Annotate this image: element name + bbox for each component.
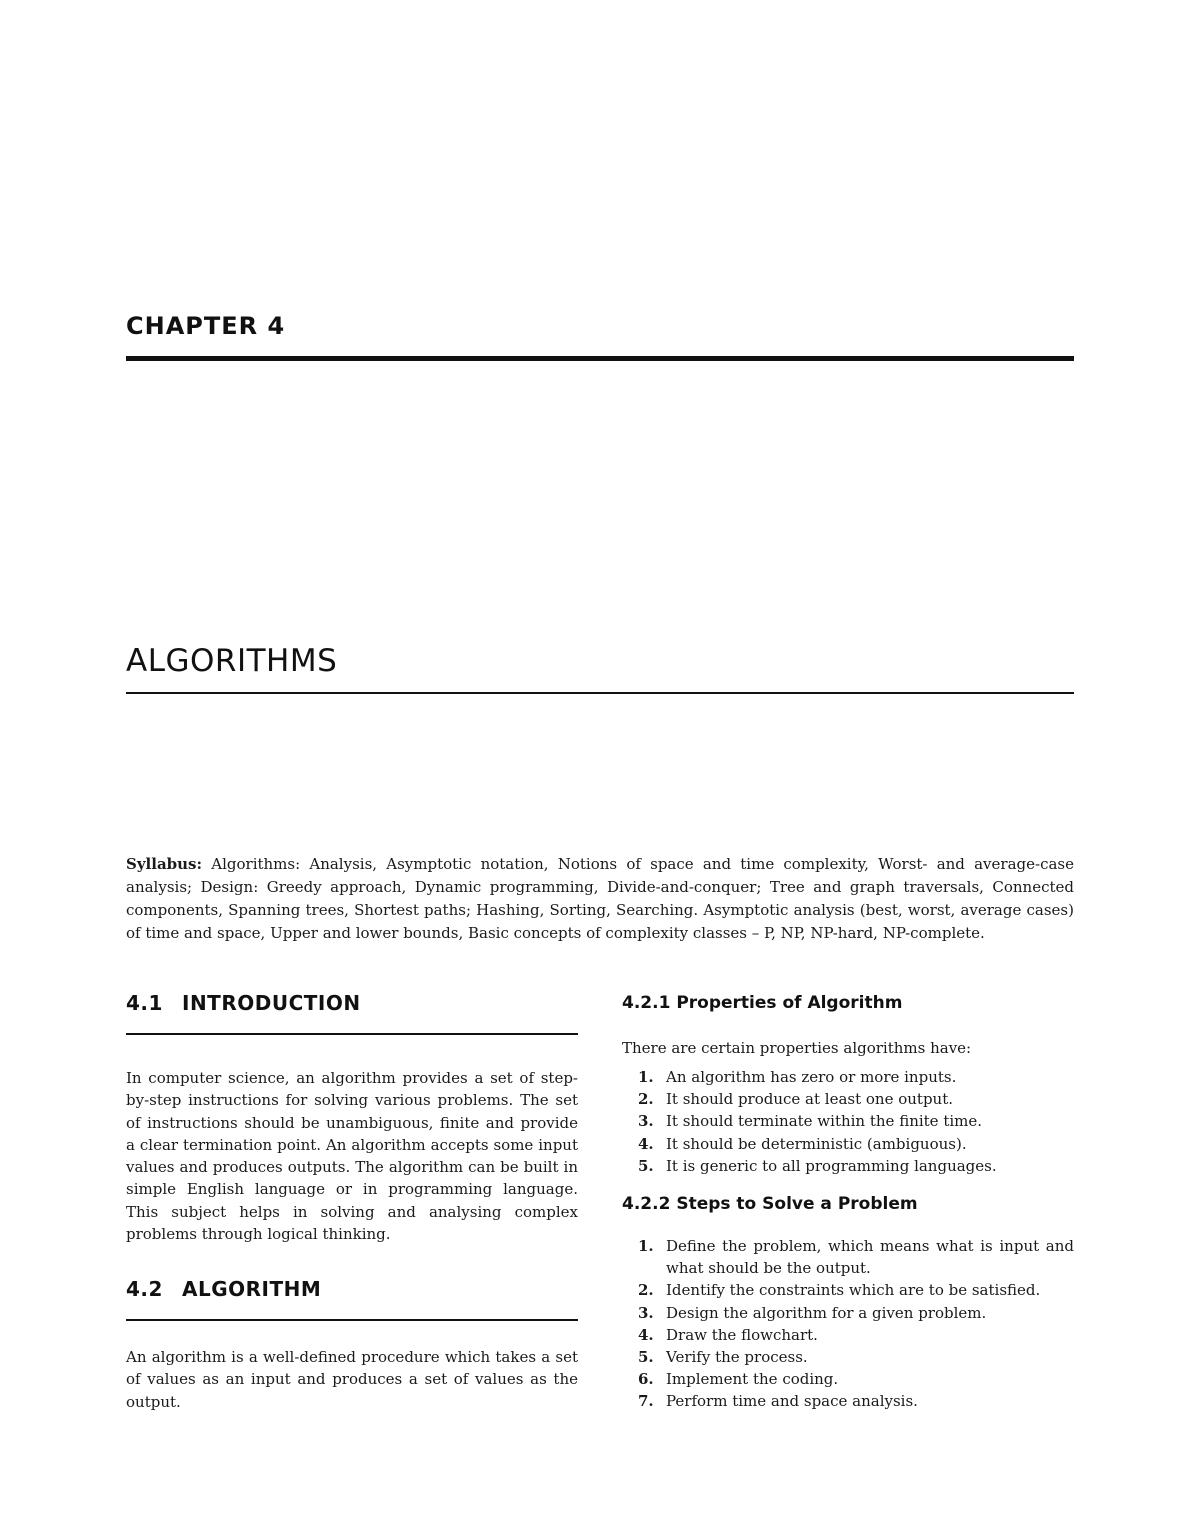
list-item: 7. Perform time and space analysis. [638,1392,918,1411]
section-rule [126,1319,578,1321]
list-item: 5. It is generic to all programming languages. [638,1156,997,1175]
section-heading-introduction [126,991,578,1015]
properties-list [622,1066,1074,1177]
steps-list [622,1235,1074,1413]
chapter-title: ALGORITHMS [126,643,338,679]
subsection-heading-steps: 4.2.2 Steps to Solve a Problem [622,1194,918,1214]
list-item: 3. Design the algorithm for a given problem. [638,1303,987,1322]
section-heading-algorithm [126,1277,578,1301]
chapter-label: CHAPTER 4 [126,312,286,340]
list-item: 2. Identify the constraints which are to be satisfied. [638,1281,1041,1300]
section-title: INTRODUCTION [182,991,361,1015]
chapter-title-rule [126,692,1074,694]
list-item: 1. Define the problem, which means what is input and what should be the output. [638,1237,1074,1278]
list-item: 6. Implement the coding. [638,1370,839,1389]
list-item: 3. It should terminate within the finite time. [638,1112,983,1131]
list-item: 1. An algorithm has zero or more inputs. [638,1068,957,1086]
syllabus-text: Algorithms: Analysis, Asymptotic notation, Notions of space and time complexity, Worst- and average-case analysis; Design: Greedy approach, Dynamic programming, Divide-and-conquer; Tree and graph traversals, Connected components, Spanning trees, Shortest paths; Hashing, Sorting, Searching. Asymptotic analysis (best, worst, average cases) of time and space, Upper and lower bounds, Basic concepts of complexity classes – P, NP, NP-hard, NP-complete. [126,855,1074,942]
section-title: ALGORITHM [182,1277,322,1301]
chapter-rule [126,356,1074,361]
section-number: 4.2 [126,1277,163,1301]
subsection-heading-properties: 4.2.1 Properties of Algorithm [622,993,903,1013]
list-item: 5. Verify the process. [638,1348,808,1367]
list-item: 4. Draw the flowchart. [638,1325,818,1344]
section-rule [126,1033,578,1035]
list-item: 2. It should produce at least one output. [638,1090,954,1109]
list-item: 4. It should be deterministic (ambiguous). [638,1134,967,1153]
algorithm-paragraph: An algorithm is a well-defined procedure which takes a set of values as an input and produces a set of values as the output. [126,1348,578,1411]
syllabus-label: Syllabus: [126,855,203,873]
section-number: 4.1 [126,991,163,1015]
syllabus-paragraph [126,853,1074,945]
introduction-paragraph: In computer science, an algorithm provides a set of step-by-step instructions for solving various problems. The set of instructions should be unambiguous, finite and provide a clear termination point. An algorithm accepts some input values and produces outputs. The algorithm can be built in simple English language or in programming language. This subject helps in solving and analysing complex problems through logical thinking. [126,1069,578,1244]
properties-intro: There are certain properties algorithms have: [622,1039,972,1057]
